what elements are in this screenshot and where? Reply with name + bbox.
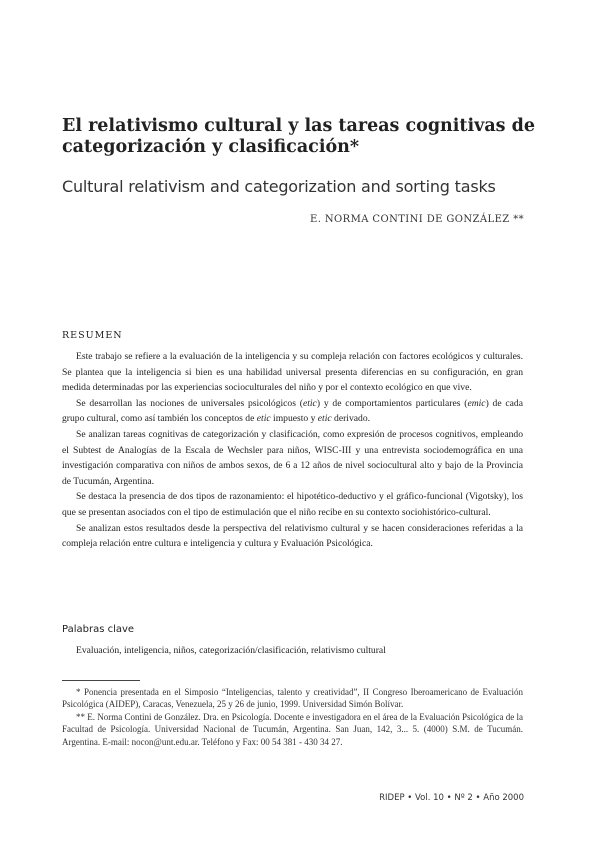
abstract-paragraph-3: Se analizan tareas cognitivas de categorización y clasificación, como expresión de procesos cognitivos, empleando el Subtest de Analogías de la Escala de Wechsler para niños, WISC-III y una entrevista sociodemográfica en una investigación comparativa con niños de ambos sexos, de 6 a 12 años de nivel sociocultural alto y bajo de la Provincia de Tucumán, Argentina.	[62, 428, 523, 487]
abstract-body	[62, 349, 523, 552]
footnote-divider	[62, 680, 140, 681]
abstract-paragraph-1: Este trabajo se refiere a la evaluación de la inteligencia y su compleja relación con factores ecológicos y culturales. Se plantea que la inteligencia si bien es una habilidad universal presenta diferencias en su configuración, en gran medida determinadas por las experiencias socioculturales del niño y por el contexto ecológico en que vive.	[62, 351, 523, 394]
keywords-list: Evaluación, inteligencia, niños, categorización/clasificación, relativismo cultural	[76, 645, 386, 656]
resumen-heading: RESUMEN	[62, 330, 123, 341]
keywords-heading: Palabras clave	[62, 624, 135, 635]
term-etic: etic	[302, 397, 317, 409]
term-etic-derived: etic	[317, 413, 332, 425]
abstract-p2-text-b: ) y de comportamientos particulares (	[316, 397, 468, 409]
abstract-p2-text-d: impuesto y	[270, 413, 318, 425]
journal-running-footer: RIDEP • Vol. 10 • Nº 2 • Año 2000	[379, 793, 524, 803]
abstract-paragraph-2	[62, 396, 523, 427]
article-title-spanish: El relativismo cultural y las tareas cognitivas de categorización y clasificación*	[62, 116, 535, 157]
article-title-english: Cultural relativism and categorization and sorting tasks	[62, 177, 496, 196]
footnote-2: ** E. Norma Contini de González. Dra. en Psicología. Docente e investigadora en el área de la Evaluación Psicológica de la Facultad de Psicología. Universidad Nacional de Tucumán, Argentina. San Juan, 142, 3... 5. (4000) S.M. de Tucumán. Argentina. E-mail: nocon@unt.edu.ar. Teléfono y Fax: 00 54 381 - 430 34 27.	[62, 711, 523, 747]
term-etic-imposed: etic	[256, 413, 271, 425]
abstract-paragraph-4: Se destaca la presencia de dos tipos de razonamiento: el hipotético-deductivo y el gráfico-funcional (Vigotsky), los que se presentan asociados con el tipo de estimulación que el niño recibe en su contexto sociohistórico-cultural.	[62, 491, 523, 518]
footnotes	[62, 686, 523, 748]
term-emic: emic	[467, 397, 486, 409]
abstract-paragraph-5: Se analizan estos resultados desde la perspectiva del relativismo cultural y se hacen consideraciones referidas a la compleja relación entre cultura e inteligencia y cultura y Evaluación Psicológica.	[62, 522, 523, 550]
abstract-p2-text-a: Se desarrollan las nociones de universales psicológicos (	[76, 397, 303, 409]
abstract-p2-text-c: ) de cada grupo cultural, como así también los conceptos de	[62, 397, 523, 425]
author-name: E. NORMA CONTINI DE GONZÁLEZ **	[310, 214, 524, 225]
footnote-1: * Ponencia presentada en el Simposio “Inteligencias, talento y creatividad”, II Congreso Iberoamericano de Evaluación Psicológica (AIDEP), Caracas, Venezuela, 25 y 26 de junio, 1999. Universidad Simón Bolívar.	[62, 687, 523, 710]
abstract-p2-text-e: derivado.	[331, 413, 371, 425]
